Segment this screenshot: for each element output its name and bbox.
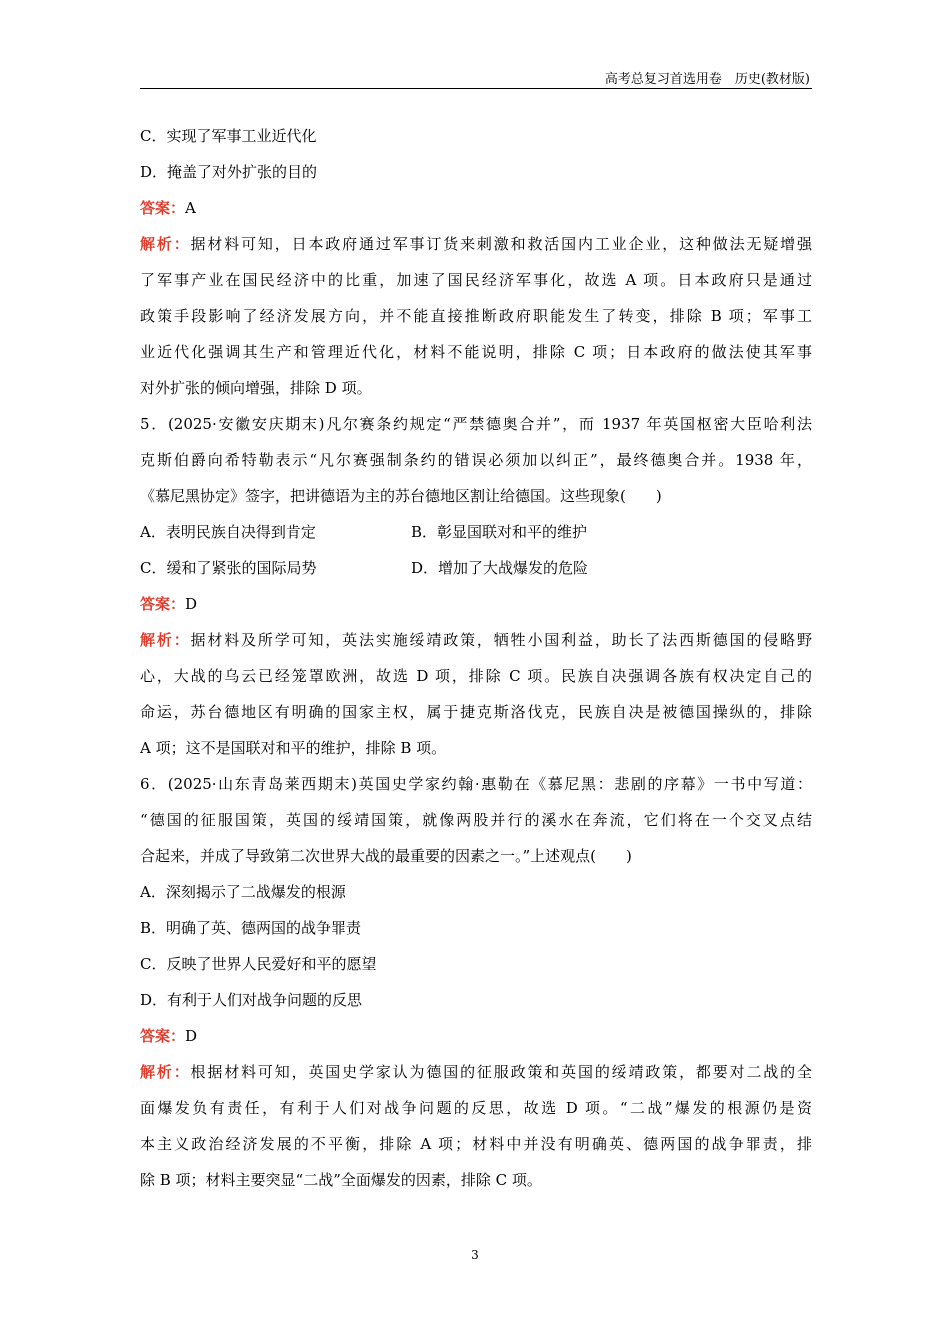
q5-stem-line-2: 克斯伯爵向希特勒表示“凡尔赛强制条约的错误必须加以纠正”，最终德奥合并。1938 年， <box>140 451 812 469</box>
q5-answer <box>140 586 812 622</box>
q4-analysis-line-5: 对外扩张的倾向增强，排除 D 项。 <box>140 379 372 397</box>
q4-analysis-line-2: 了军事产业在国民经济中的比重，加速了国民经济军事化，故选 A 项。日本政府只是通过 <box>140 271 812 289</box>
q6-analysis-line-4: 除 B 项；材料主要突显“二战”全面爆发的因素，排除 C 项。 <box>140 1171 542 1189</box>
analysis-label: 解析： <box>140 1063 191 1081</box>
analysis-label: 解析： <box>140 235 191 253</box>
q6-analysis-line-3: 本主义政治经济发展的不平衡，排除 A 项；材料中并没有明确英、德两国的战争罪责，排 <box>140 1135 812 1153</box>
q4-option-c: C．实现了军事工业近代化 <box>140 127 317 145</box>
analysis-text: 据材料可知，日本政府通过军事订货来刺激和救活国内工业企业，这种做法无疑增强 <box>190 235 812 253</box>
q5-stem-line-3: 《慕尼黑协定》签字，把讲德语为主的苏台德地区割让给德国。这些现象( ) <box>140 487 662 505</box>
q6-option-d: D．有利于人们对战争问题的反思 <box>140 991 363 1009</box>
q5-option-c: C．缓和了紧张的国际局势 <box>140 559 317 577</box>
q6-stem-line-3: 合起来，并成了导致第二次世界大战的最重要的因素之一。”上述观点( ) <box>140 847 632 865</box>
q5-option-d: D．增加了大战爆发的危险 <box>411 559 589 577</box>
q5-analysis-line-3: 命运，苏台德地区有明确的国家主权，属于捷克斯洛伐克，民族自决是被德国操纵的，排除 <box>140 703 812 721</box>
q5-option-b: B．彰显国联对和平的维护 <box>411 523 588 541</box>
q6-option-c: C．反映了世界人民爱好和平的愿望 <box>140 955 377 973</box>
header-rule <box>140 88 812 89</box>
q4-analysis-line-3: 政策手段影响了经济发展方向，并不能直接推断政府职能发生了转变，排除 B 项；军事工 <box>140 307 812 325</box>
q5-analysis-line-2: 心，大战的乌云已经笼罩欧洲，故选 D 项，排除 C 项。民族自决强调各族有权决定自己的 <box>140 667 812 685</box>
page-content <box>140 118 812 1198</box>
q5-option-a: A．表明民族自决得到肯定 <box>140 523 316 541</box>
q4-analysis-line-4: 业近代化强调其生产和管理近代化，材料不能说明，排除 C 项；日本政府的做法使其军事 <box>140 343 812 361</box>
analysis-label: 解析： <box>140 631 191 649</box>
answer-value: D <box>185 595 198 613</box>
answer-label: 答案： <box>140 199 186 217</box>
q6-answer <box>140 1018 812 1054</box>
page-header: 高考总复习首选用卷 历史(教材版) <box>604 72 810 87</box>
q5-options-row-1 <box>140 514 812 550</box>
q5-analysis-line-4: A 项；这不是国联对和平的维护，排除 B 项。 <box>140 739 447 757</box>
q6-stem-line-2: “德国的征服国策，英国的绥靖国策，就像两股并行的溪水在奔流，它们将在一个交叉点结 <box>140 811 812 829</box>
answer-value: A <box>185 199 196 217</box>
answer-value: D <box>185 1027 198 1045</box>
q5-analysis-line-1 <box>140 622 812 658</box>
analysis-text: 据材料及所学可知，英法实施绥靖政策，牺牲小国利益，助长了法西斯德国的侵略野 <box>190 631 812 649</box>
q5-stem-line-1: 5．(2025·安徽安庆期末)凡尔赛条约规定“严禁德奥合并”，而 1937 年英国枢密大臣哈利法 <box>140 415 812 433</box>
analysis-text: 根据材料可知，英国史学家认为德国的征服政策和英国的绥靖政策，都要对二战的全 <box>190 1063 812 1081</box>
q4-option-d: D．掩盖了对外扩张的目的 <box>140 163 318 181</box>
q6-option-b: B．明确了英、德两国的战争罪责 <box>140 919 362 937</box>
q4-analysis-line-1 <box>140 226 812 262</box>
q6-analysis-line-1 <box>140 1054 812 1090</box>
q6-stem-line-1: 6．(2025·山东青岛莱西期末)英国史学家约翰·惠勒在《慕尼黑：悲剧的序幕》一书中写道： <box>140 775 812 793</box>
q4-answer <box>140 190 812 226</box>
answer-label: 答案： <box>140 595 186 613</box>
q5-options-row-2 <box>140 550 812 586</box>
page-number: 3 <box>471 1248 479 1262</box>
answer-label: 答案： <box>140 1027 186 1045</box>
q6-option-a: A．深刻揭示了二战爆发的根源 <box>140 883 346 901</box>
q6-analysis-line-2: 面爆发负有责任，有利于人们对战争问题的反思，故选 D 项。“二战”爆发的根源仍是资 <box>140 1099 812 1117</box>
